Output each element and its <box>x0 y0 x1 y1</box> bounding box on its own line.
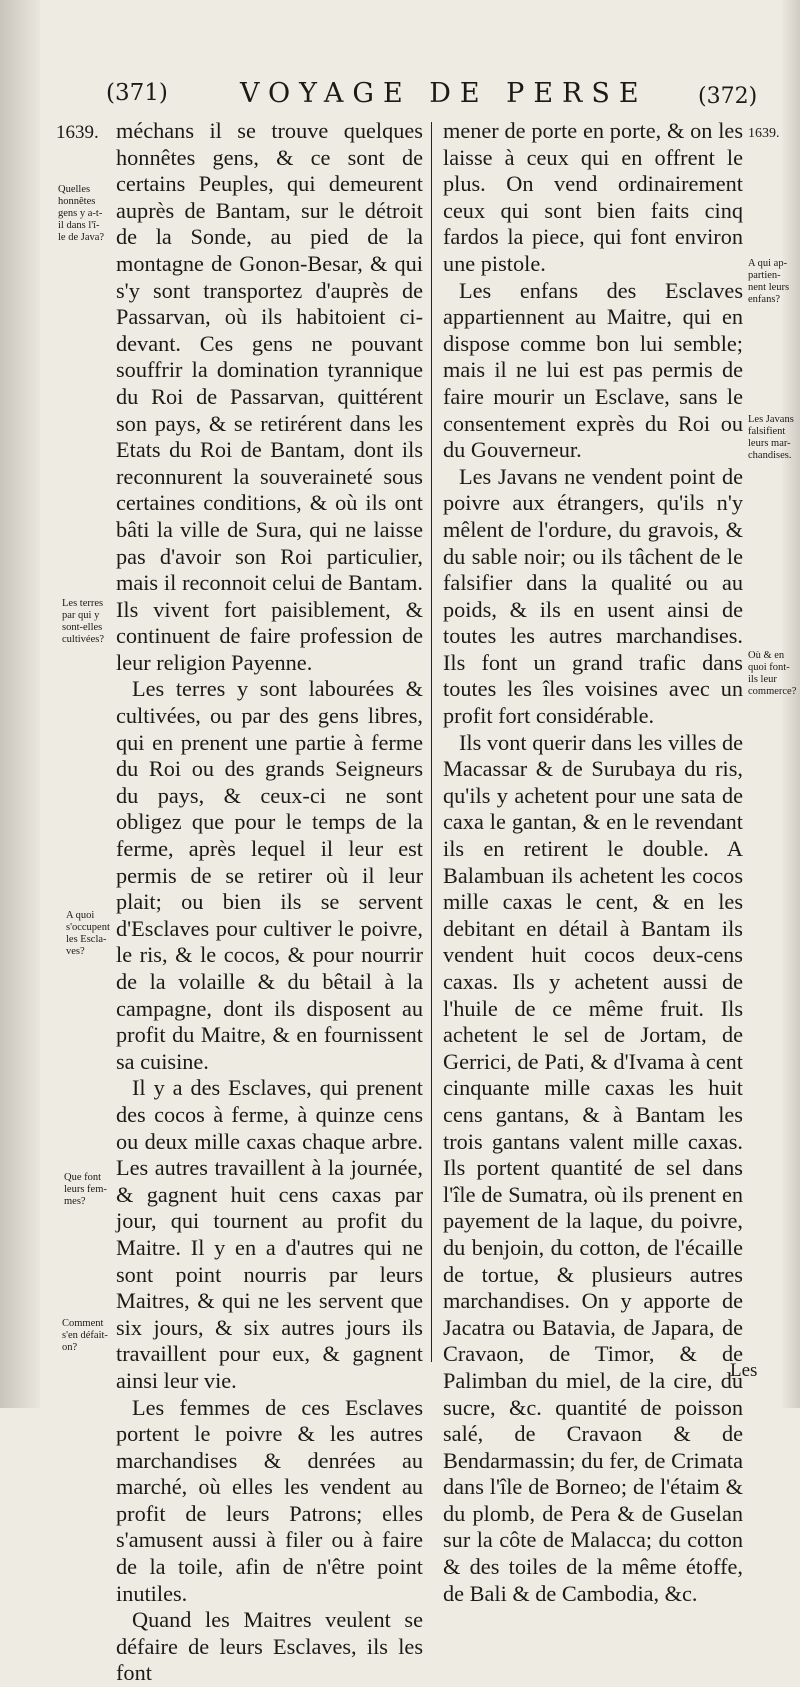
paragraph: mener de porte en porte, & on les laisse à ceux qui en offrent le plus. On vend ordinairement ceux qui sont bien faits cinq fardos la piece, qui font environ une pistole. <box>443 118 743 276</box>
paragraph: Il y a des Esclaves, qui prenent des cocos à ferme, à quinze cens ou deux mille caxas chaque arbre. Les autres travaillent à la journée, & gagnent huit cens caxas par jour, qui tournent au profit du Maitre. Il y en a d'autres qui ne sont point nourris par leurs Maitres, & qui ne les servent que six jours, & six autres jours ils travaillent pour eux, & gagnent ainsi leur vie. <box>116 1075 423 1393</box>
margin-note-right: Les Javans falsifient leurs mar- chandises. <box>748 414 794 461</box>
right-column <box>443 118 743 1607</box>
left-page-number: (371) <box>106 80 168 106</box>
left-column <box>116 118 423 1687</box>
paragraph: Les femmes de ces Esclaves portent le poivre & les autres marchandises & denrées au marché, où elles les vendent au profit de leurs Patrons; elles s'amusent aussi à filer ou à faire de la toile, afin de n'être point inutiles. <box>116 1394 423 1606</box>
catchword: Les <box>730 1360 758 1381</box>
paragraph: Les terres y sont labourées & cultivées, ou par des gens libres, qui en prenent une partie à ferme du Roi ou des grands Seigneurs du pays, & ceux-ci ne sont obligez que pour le temps de la ferme, après lequel il leur est permis de se retirer où il leur plait; ou bien ils se servent d'Esclaves pour cultiver le poivre, le ris, & le cocos, & pour nourrir de la volaille & du bêtail à la campagne, dont ils disposent au profit du Maitre, & en fournissent sa cuisine. <box>116 676 423 1074</box>
paragraph: Ils vont querir dans les villes de Macassar & de Surubaya du ris, qu'ils y achetent pour une sata de caxa le gantan, & en le revendant ils en retirent le double. A Balambuan ils achetent les cocos mille caxas le cent, & en les debitant en détail à Bantam ils vendent huit cocos deux-cens caxas. Ils y achetent aussi de l'huile de ce même fruit. Ils achetent le sel de Jortam, de Gerrici, de Pati, & d'Ivama à cent cinquante mille caxas les huit cens gantans, & à Bantam les trois gantans valent mille caxas. Ils portent quantité de sel dans l'île de Sumatra, où ils prenent en payement de la laque, du poivre, du benjoin, du cotton, de l'écaille de tortue, & plusieurs autres marchandises. On y apporte de Jacatra ou Batavia, de Japara, de Cravaon, de Timor, & de Palimban du miel, de la cire, du sucre, &c. quantité de poisson salé, de Cravaon & de Bendarmassin; du fer, de Crimata dans l'île de Borneo; de l'étaim & du plomb, de Pera & de Guselan sur la côte de Malacca; du cotton & des toiles de la même étoffe, de Bali & de Cambodia, &c. <box>443 729 743 1606</box>
right-page-number: (372) <box>698 84 758 109</box>
margin-note-right: Où & en quoi font- ils leur commerce? <box>748 650 797 697</box>
column-divider <box>431 122 432 1362</box>
running-title: VOYAGE DE PERSE <box>240 78 648 109</box>
page-gutter-shadow <box>0 0 40 1408</box>
margin-note-left: A quoi s'occupent les Escla- ves? <box>66 910 110 957</box>
year-marker-left: 1639. <box>56 122 99 143</box>
margin-note-left: Les terres par qui y sont-elles cultivées? <box>62 598 104 645</box>
running-header <box>0 78 800 114</box>
margin-note-right: A qui ap- partien- nent leurs enfans? <box>748 258 790 305</box>
margin-note-left: Comment s'en défait- on? <box>62 1318 108 1353</box>
paragraph: Quand les Maitres veulent se défaire de leurs Esclaves, ils les font <box>116 1607 423 1686</box>
paragraph: Les Javans ne vendent point de poivre aux étrangers, qu'ils n'y mêlent de l'ordure, du gravois, & du sable noir; ou ils tâchent de le falsifier dans la qualité ou au poids, & ils en usent ainsi de toutes les autres marchandises. Ils font un grand trafic dans toutes les îles voisines avec un profit fort considérable. <box>443 463 743 729</box>
margin-note-left: Quelles honnêtes gens y a-t- il dans l'î- le de Java? <box>58 184 105 243</box>
margin-note-left: Que font leurs fem- mes? <box>64 1172 107 1207</box>
paragraph: Les enfans des Esclaves appartiennent au Maitre, qui en dispose comme bon lui semble; mais il ne lui est pas permis de faire mourir un Esclave, sans le consentement exprès du Roi ou du Gouverneur. <box>443 277 743 463</box>
paragraph: méchans il se trouve quelques honnêtes gens, & ce sont de certains Peuples, qui demeurent auprès de Bantam, sur le détroit de la Sonde, au pied de la montagne de Gonon-Besar, & qui s'y sont transportez d'auprès de Passarvan, où ils habitoient ci-devant. Ces gens ne pouvant souffrir la domination tyrannique du Roi de Passarvan, quittérent son pays, & se retirérent dans les Etats du Roi de Bantam, dont ils reconnurent la souveraineté sous certaines conditions, & où ils ont bâti la ville de Sura, qui ne laisse pas d'avoir son Roi particulier, mais il reconnoit celui de Bantam. Ils vivent fort paisiblement, & continuent de faire profession de leur religion Payenne. <box>116 118 423 675</box>
page-edge-shadow <box>782 0 800 1408</box>
year-marker-right: 1639. <box>748 126 780 141</box>
